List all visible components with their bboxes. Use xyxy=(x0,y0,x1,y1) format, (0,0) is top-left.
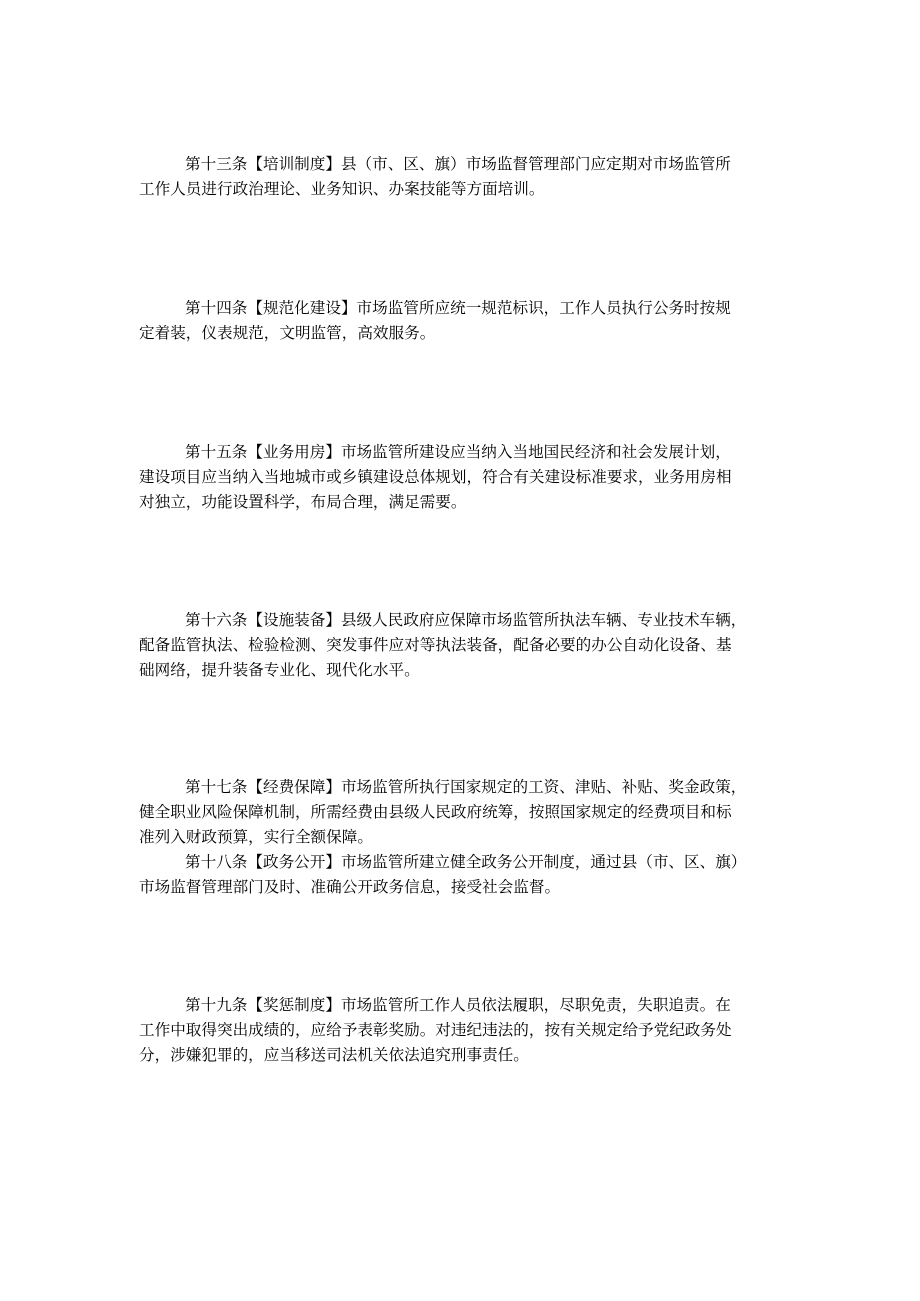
article-14-line-1: 第十四条【规范化建设】市场监管所应统一规范标识，工作人员执行公务时按规 xyxy=(185,299,731,317)
article-16-line-3: 础网络，提升装备专业化、现代化水平。 xyxy=(139,661,420,679)
article-17 xyxy=(139,775,785,850)
article-15-line-1: 第十五条【业务用房】市场监管所建设应当纳入当地国民经济和社会发展计划， xyxy=(185,443,731,461)
article-16-line-1: 第十六条【设施装备】县级人民政府应保障市场监管所执法车辆、专业技术车辆， xyxy=(185,611,747,629)
article-18-line-1: 第十八条【政务公开】市场监管所建立健全政务公开制度，通过县（市、区、旗） xyxy=(185,853,747,871)
article-19 xyxy=(139,993,785,1068)
article-19-line-1: 第十九条【奖惩制度】市场监管所工作人员依法履职，尽职免责，失职追责。在 xyxy=(185,996,731,1014)
article-18 xyxy=(139,850,785,900)
article-16 xyxy=(139,608,785,683)
article-14-line-2: 定着装，仪表规范，文明监管，高效服务。 xyxy=(139,324,436,342)
article-15-line-2: 建设项目应当纳入当地城市或乡镇建设总体规划，符合有关建设标准要求，业务用房相 xyxy=(139,468,732,486)
article-19-line-2: 工作中取得突出成绩的，应给予表彰奖励。对违纪违法的，按有关规定给予党纪政务处 xyxy=(139,1021,732,1039)
article-17-line-1: 第十七条【经费保障】市场监管所执行国家规定的工资、津贴、补贴、奖金政策， xyxy=(185,778,747,796)
article-16-line-2: 配备监管执法、检验检测、突发事件应对等执法装备，配备必要的办公自动化设备、基 xyxy=(139,636,732,654)
article-14 xyxy=(139,296,785,346)
article-13-line-2: 工作人员进行政治理论、业务知识、办案技能等方面培训。 xyxy=(139,180,545,198)
article-18-line-2: 市场监督管理部门及时、准确公开政务信息，接受社会监督。 xyxy=(139,878,561,896)
article-17-line-2: 健全职业风险保障机制，所需经费由县级人民政府统筹，按照国家规定的经费项目和标 xyxy=(139,803,732,821)
article-15-line-3: 对独立，功能设置科学，布局合理，满足需要。 xyxy=(139,493,467,511)
article-15 xyxy=(139,440,785,515)
article-19-line-3: 分，涉嫌犯罪的，应当移送司法机关依法追究刑事责任。 xyxy=(139,1046,529,1064)
article-17-line-3: 准列入财政预算，实行全额保障。 xyxy=(139,828,373,846)
article-13 xyxy=(139,152,785,202)
article-13-line-1: 第十三条【培训制度】县（市、区、旗）市场监督管理部门应定期对市场监管所 xyxy=(185,155,731,173)
